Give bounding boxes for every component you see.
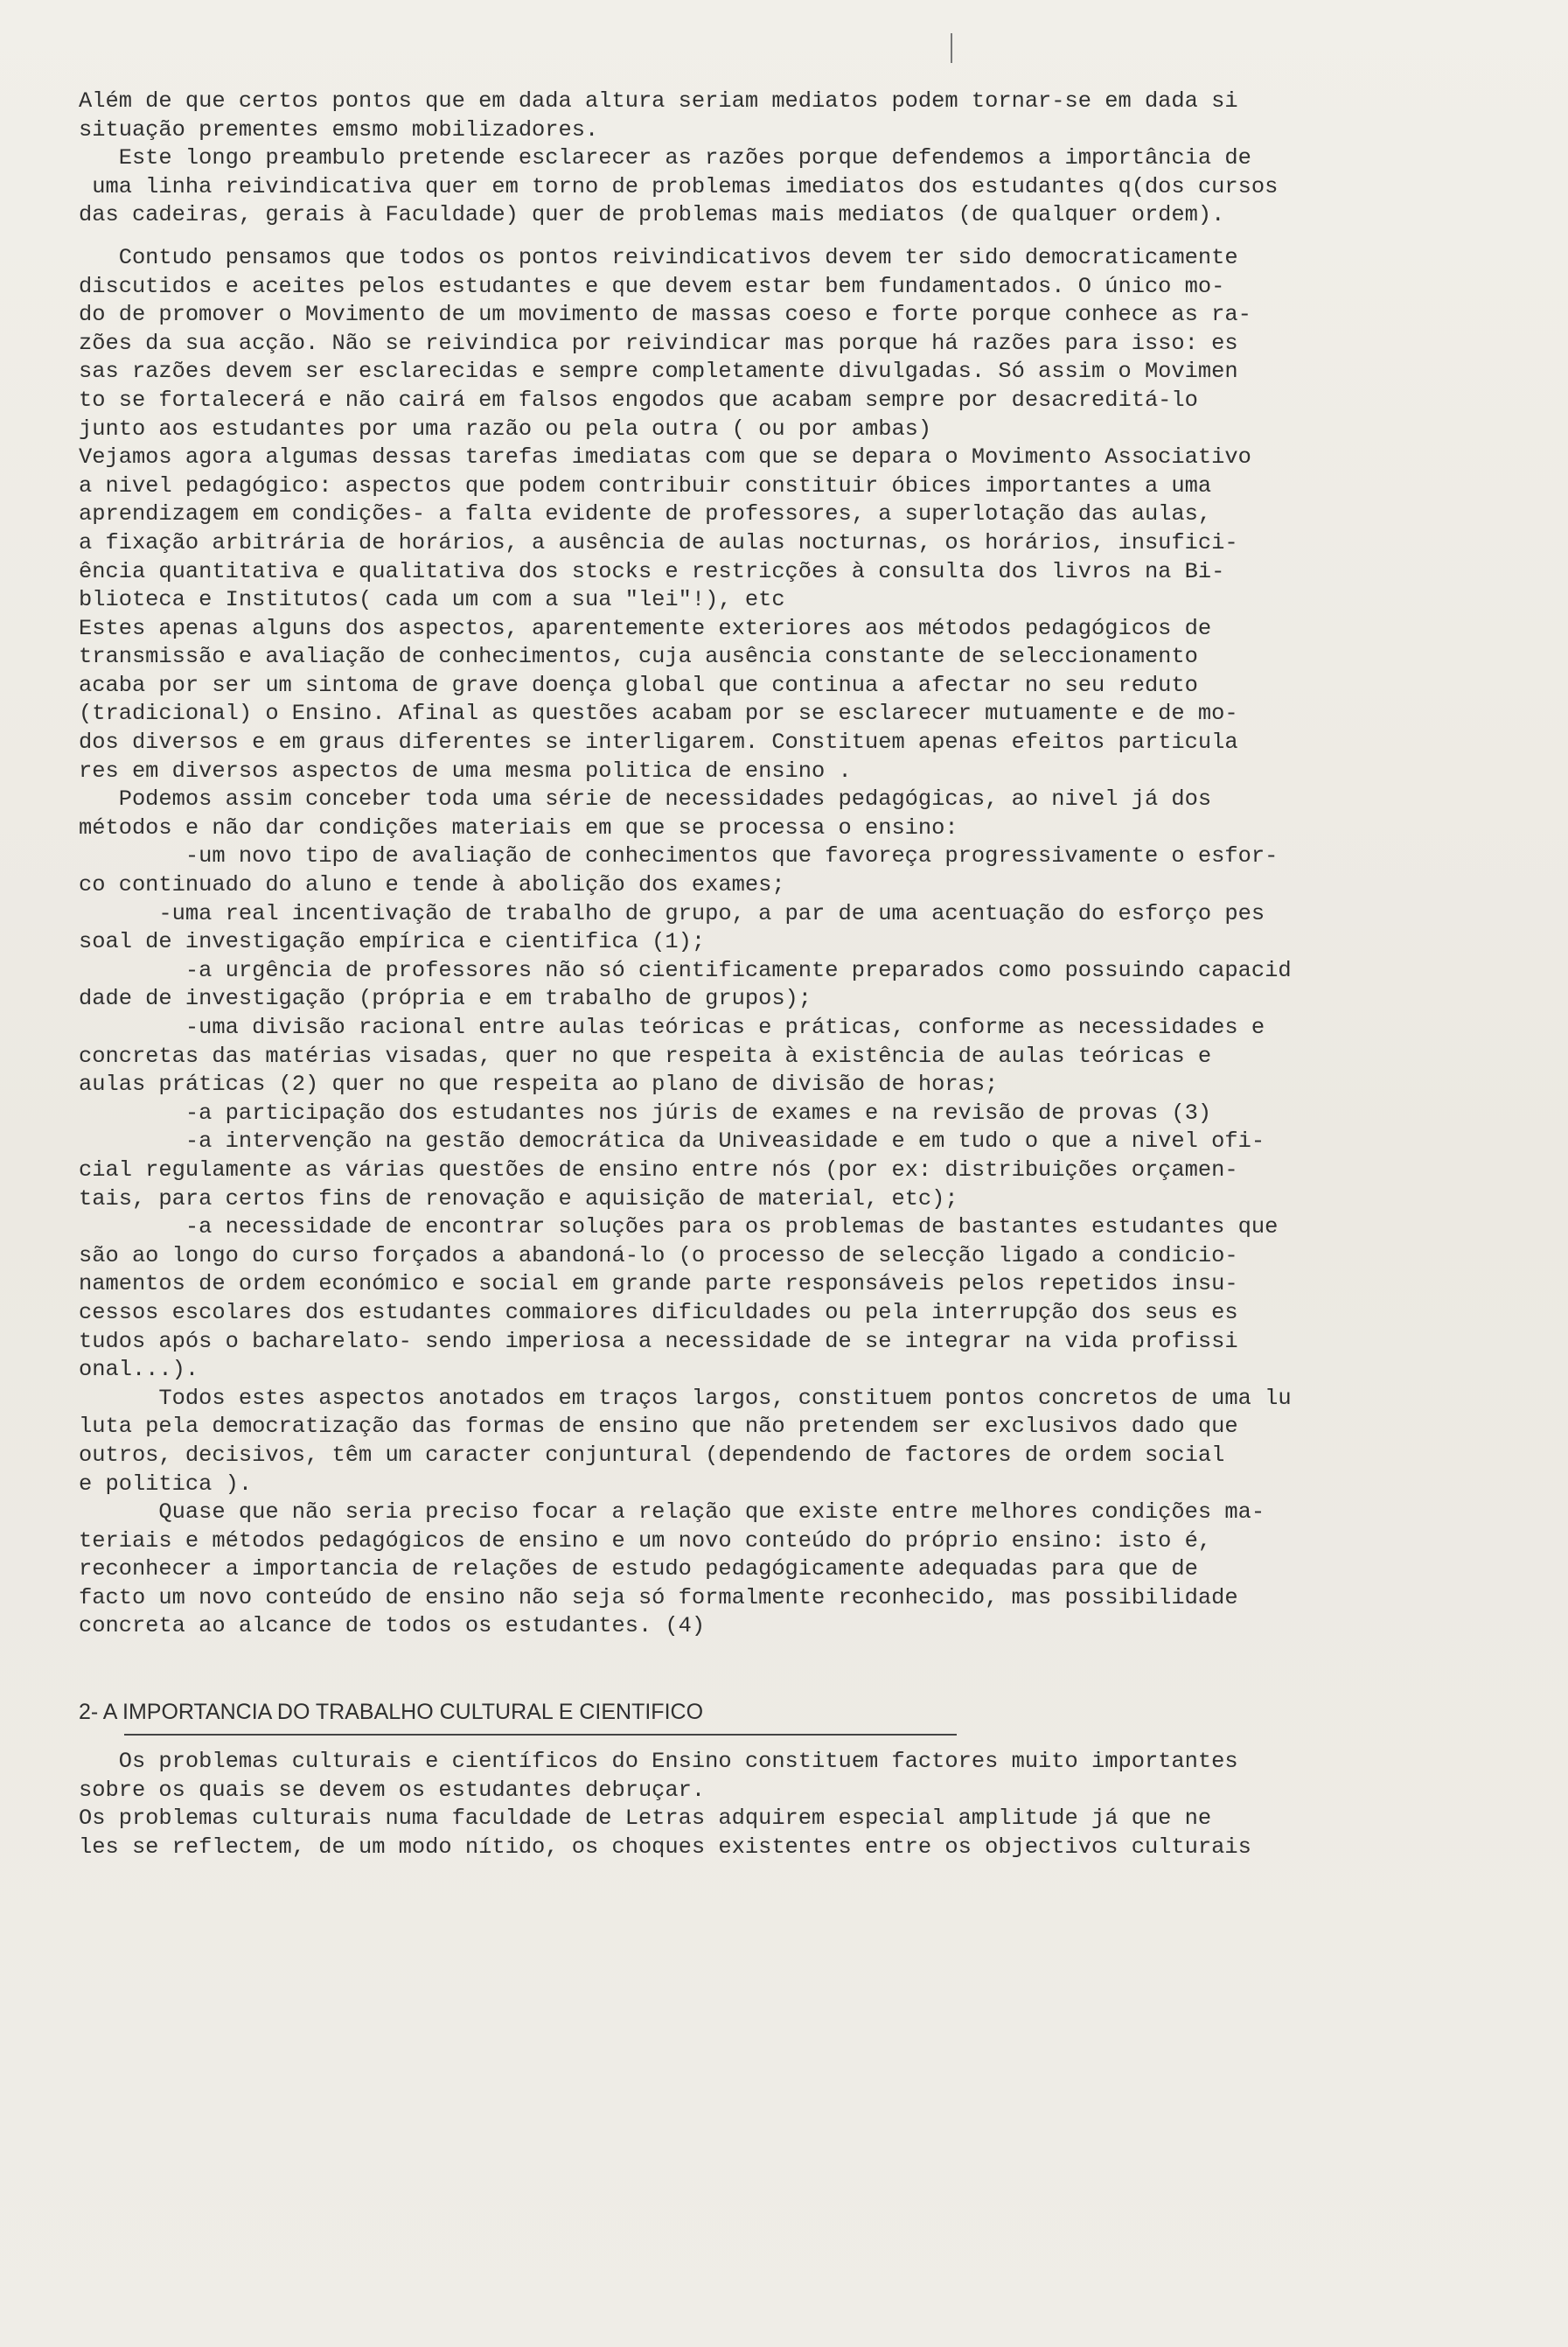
paragraph-group-3 <box>79 1748 1495 1862</box>
section-heading: 2- A IMPORTANCIA DO TRABALHO CULTURAL E CIENTIFICO <box>79 1700 704 1725</box>
text-line: luta pela democratização das formas de ensino que não pretendem ser exclusivos dado que <box>79 1414 1238 1440</box>
paragraph-group-1 <box>79 87 1495 230</box>
text-line: Os problemas culturais e científicos do Ensino constituem factores muito importantes <box>79 1749 1238 1775</box>
text-line: a fixação arbitrária de horários, a ausência de aulas nocturnas, os horários, insufici- <box>79 529 1238 555</box>
text-line: Contudo pensamos que todos os pontos reivindicativos devem ter sido democraticamente <box>79 244 1238 270</box>
text-line: namentos de ordem económico e social em grande parte responsáveis pelos repetidos insu- <box>79 1271 1238 1297</box>
text-line: Além de que certos pontos que em dada altura seriam mediatos podem tornar-se em dada si <box>79 88 1238 114</box>
text-line: to se fortalecerá e não cairá em falsos engodos que acabam sempre por desacreditá-lo <box>79 387 1198 413</box>
text-line: Quase que não seria preciso focar a relação que existe entre melhores condições ma- <box>79 1499 1265 1526</box>
text-line: discutidos e aceites pelos estudantes e que devem estar bem fundamentados. O único mo- <box>79 273 1225 299</box>
text-line: dos diversos e em graus diferentes se interligarem. Constituem apenas efeitos particula <box>79 730 1238 756</box>
text-line: uma linha reivindicativa quer em torno de problemas imediatos dos estudantes q(dos cursos <box>79 173 1279 199</box>
text-line: das cadeiras, gerais à Faculdade) quer de problemas mais mediatos (de qualquer ordem). <box>79 202 1225 228</box>
paragraph-group-2 <box>79 244 1495 1641</box>
text-line: concreta ao alcance de todos os estudantes. (4) <box>79 1613 706 1639</box>
text-line: Vejamos agora algumas dessas tarefas imediatas com que se depara o Movimento Associativo <box>79 444 1251 471</box>
text-line: soal de investigação empírica e cientifica (1); <box>79 929 706 955</box>
text-line: transmissão e avaliação de conhecimentos, cuja ausência constante de seleccionamento <box>79 644 1198 670</box>
text-line: métodos e não dar condições materiais em que se processa o ensino: <box>79 814 958 841</box>
text-line: cial regulamente as várias questões de ensino entre nós (por ex: distribuições orçamen- <box>79 1156 1238 1183</box>
text-line: Podemos assim conceber toda uma série de necessidades pedagógicas, ao nivel já dos <box>79 786 1212 813</box>
text-line: a nivel pedagógico: aspectos que podem contribuir constituir óbices importantes a uma <box>79 472 1212 499</box>
text-line: les se reflectem, de um modo nítido, os choques existentes entre os objectivos culturais <box>79 1834 1251 1860</box>
text-line: sas razões devem ser esclarecidas e sempre completamente divulgadas. Só assim o Movimen <box>79 359 1238 385</box>
text-line: tudos após o bacharelato- sendo imperiosa a necessidade de se integrar na vida profissi <box>79 1328 1238 1354</box>
text-line: -a participação dos estudantes nos júris de exames e na revisão de provas (3) <box>79 1100 1212 1126</box>
text-line: -a intervenção na gestão democrática da Univeasidade e em tudo o que a nivel ofi- <box>79 1128 1265 1155</box>
text-line: res em diversos aspectos de uma mesma politica de ensino . <box>79 758 852 784</box>
text-line: do de promover o Movimento de um movimento de massas coeso e forte porque conhece as ra- <box>79 302 1251 328</box>
text-line: -um novo tipo de avaliação de conhecimentos que favoreça progressivamente o esfor- <box>79 843 1279 870</box>
text-line: zões da sua acção. Não se reivindica por reivindicar mas porque há razões para isso: es <box>79 330 1238 356</box>
text-line: -a urgência de professores não só cientificamente preparados como possuindo capacid <box>79 957 1292 983</box>
text-line: blioteca e Institutos( cada um com a sua "lei"!), etc <box>79 587 785 613</box>
section-heading-underline <box>124 1734 957 1736</box>
text-line: situação prementes emsmo mobilizadores. <box>79 116 599 143</box>
text-line: concretas das matérias visadas, quer no que respeita à existência de aulas teóricas e <box>79 1043 1212 1069</box>
text-line: sobre os quais se devem os estudantes debruçar. <box>79 1777 706 1803</box>
text-line: Os problemas culturais numa faculdade de Letras adquirem especial amplitude já que ne <box>79 1806 1212 1832</box>
text-line: junto aos estudantes por uma razão ou pela outra ( ou por ambas) <box>79 416 932 442</box>
typed-document-body <box>79 87 1495 1862</box>
text-line: (tradicional) o Ensino. Afinal as questões acabam por se esclarecer mutuamente e de mo- <box>79 701 1238 727</box>
text-line: reconhecer a importancia de relações de estudo pedagógicamente adequadas para que de <box>79 1556 1198 1582</box>
text-line: facto um novo conteúdo de ensino não seja só formalmente reconhecido, mas possibilidade <box>79 1584 1238 1610</box>
text-line: e politica ). <box>79 1470 253 1497</box>
text-line: co continuado do aluno e tende à abolição dos exames; <box>79 872 785 898</box>
text-line: tais, para certos fins de renovação e aquisição de material, etc); <box>79 1185 958 1212</box>
text-line: cessos escolares dos estudantes commaiores dificuldades ou pela interrupção dos seus es <box>79 1299 1238 1325</box>
text-line: dade de investigação (própria e em trabalho de grupos); <box>79 986 812 1012</box>
text-line: Estes apenas alguns dos aspectos, aparentemente exteriores aos métodos pedagógicos de <box>79 615 1212 641</box>
page-mark <box>951 33 952 63</box>
text-line: aulas práticas (2) quer no que respeita ao plano de divisão de horas; <box>79 1072 999 1098</box>
text-line: Este longo preambulo pretende esclarecer as razões porque defendemos a importância de <box>79 145 1251 171</box>
text-line: -uma real incentivação de trabalho de grupo, a par de uma acentuação do esforço pes <box>79 900 1265 926</box>
text-line: onal...). <box>79 1357 199 1383</box>
text-line: teriais e métodos pedagógicos de ensino e um novo conteúdo do próprio ensino: isto é, <box>79 1527 1212 1554</box>
text-line: acaba por ser um sintoma de grave doença global que continua a afectar no seu reduto <box>79 672 1198 698</box>
text-line: Todos estes aspectos anotados em traços largos, constituem pontos concretos de uma lu <box>79 1385 1292 1411</box>
text-line: aprendizagem em condições- a falta evidente de professores, a superlotação das aulas, <box>79 501 1212 527</box>
text-line: -a necessidade de encontrar soluções para os problemas de bastantes estudantes que <box>79 1214 1279 1240</box>
text-line: -uma divisão racional entre aulas teóricas e práticas, conforme as necessidades e <box>79 1015 1265 1040</box>
text-line: são ao longo do curso forçados a abandoná-lo (o processo de selecção ligado a condicio- <box>79 1242 1238 1268</box>
text-line: outros, decisivos, têm um caracter conjuntural (dependendo de factores de ordem social <box>79 1442 1225 1468</box>
text-line: ência quantitativa e qualitativa dos stocks e restricções à consulta dos livros na Bi- <box>79 558 1225 584</box>
